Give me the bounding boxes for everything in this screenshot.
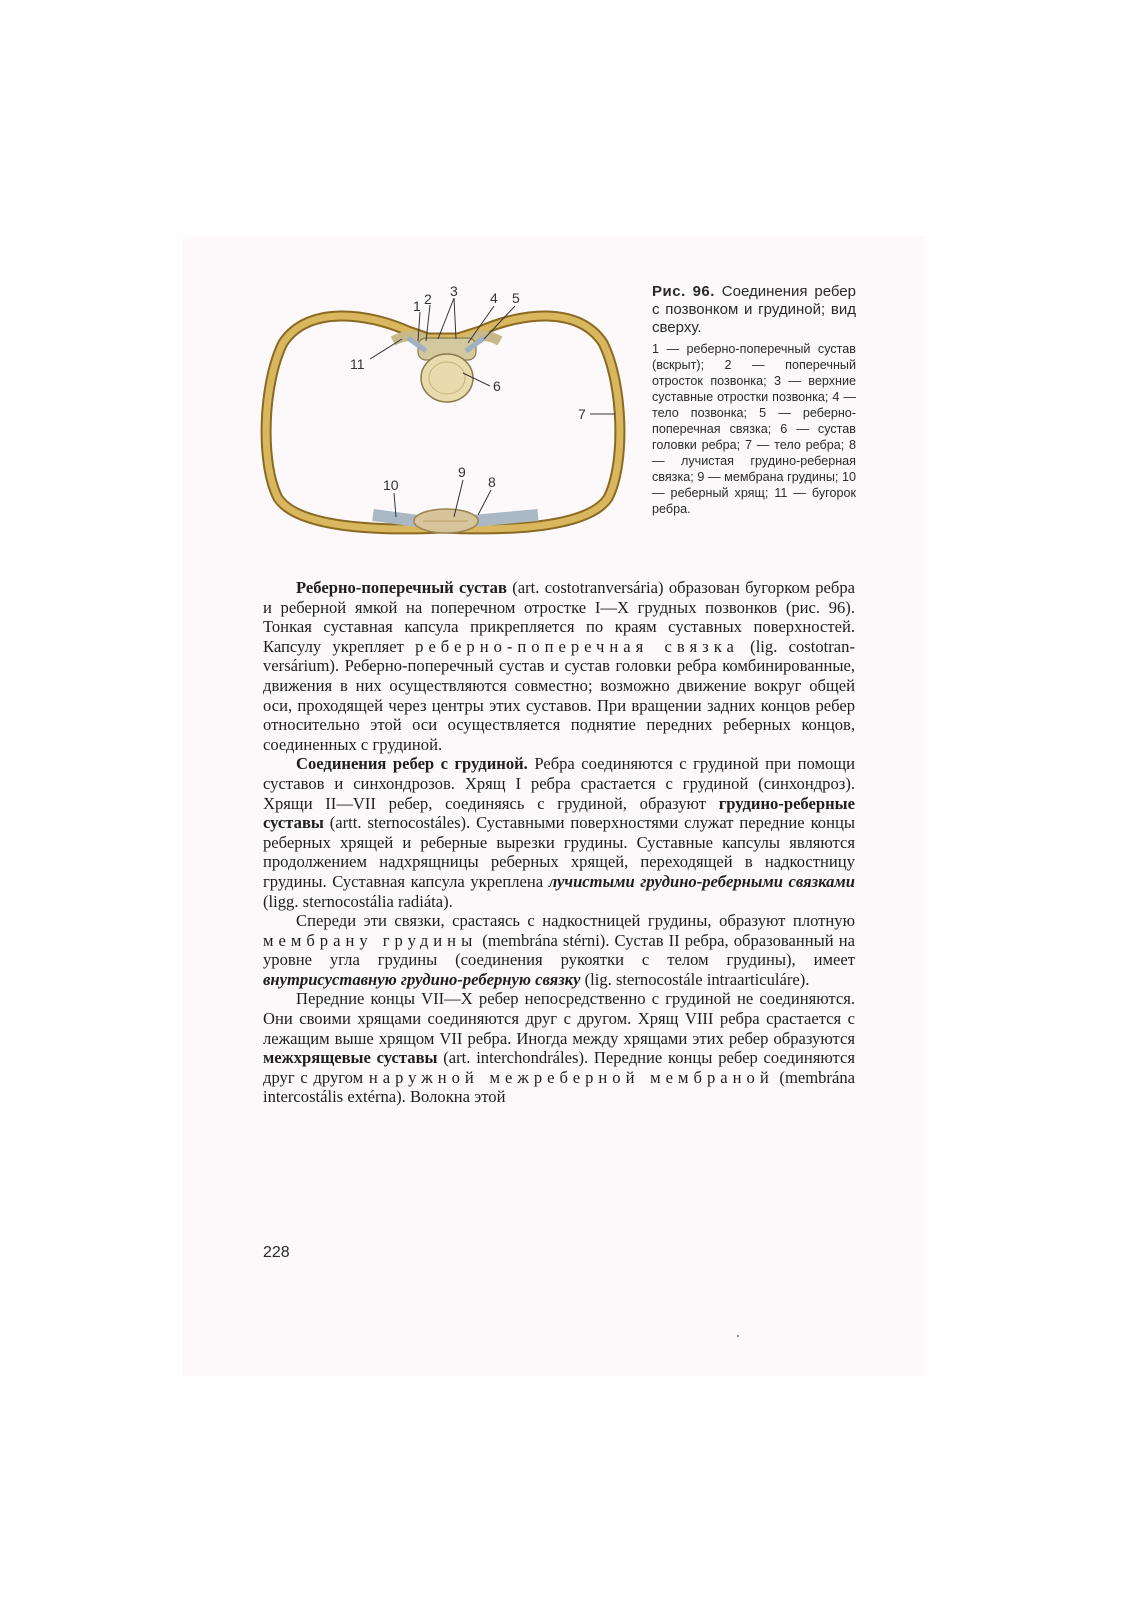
label-4: 4: [490, 290, 498, 306]
label-5: 5: [512, 290, 520, 306]
text-run: (membrána stérni). Сустав II ребра, образованный на уровне угла грудины (соединения рукоятки с телом грудины), имеет: [263, 930, 855, 970]
page-number: 228: [263, 1244, 290, 1261]
text-run: (lig. sternocostále intraarticuláre).: [580, 969, 810, 989]
caption-prefix: Рис.: [652, 283, 686, 300]
costal-cartilage-right: [473, 515, 538, 521]
rib-cage-illustration: [258, 283, 628, 553]
figure-caption: [652, 283, 856, 517]
body-text: [263, 578, 855, 1107]
text-run: (ligg. sternocostália radiáta).: [263, 891, 453, 911]
text-run: (artt. sternocostáles). Суставными поверхностями служат передние концы реберных хрящей и реберные вырезки грудины. Суставные капсулы являются продолжением надхрящницы реберных хрящей, переходящей в надкостницу грудины. Суставная капсула укреплена: [263, 813, 855, 891]
term-spaced: реберно-поперечная связка: [415, 636, 739, 656]
term-spaced: мембрану грудины: [263, 930, 478, 950]
text-run: Передние концы VII—X ребер непосредственно с грудиной не соединяются. Они своими хрящами соединяются друг с другом. Хрящ VIII ребра срастается с лежащим выше хрящом VII ребра. Иногда между хрящами этих ребер образуются: [263, 989, 855, 1048]
term-bold: Реберно-поперечный сустав: [296, 578, 507, 597]
label-9: 9: [458, 464, 466, 480]
label-10: 10: [383, 477, 399, 493]
text-run: (lig. costotranversárium). Реберно-поперечный сустав и сустав головки ребра комбинированные, движения в них осуществляются совместно; возможно движение вокруг общей оси, проходящей через центры этих суставов. При вращении задних концов ребер относительно этой оси осуществляется поднятие передних реберных концов, соединенных с грудиной.: [263, 636, 855, 754]
label-11: 11: [350, 356, 365, 372]
print-speck: [737, 1335, 739, 1337]
term-bold: грудино-реберные суставы: [263, 793, 855, 833]
term-spaced: наружной межреберной мембраной: [368, 1067, 774, 1087]
label-7: 7: [578, 406, 586, 422]
paragraph-1: [263, 578, 855, 754]
caption-legend: 1 — реберно-поперечный сустав (вскрыт); 2 — поперечный отросток позвонка; 3 — верхние суставные отростки позвонка; 4 — тело позвонка; 5 — реберно-поперечная связка; 6 — сустав головки ребра; 7 — тело ребра; 8 — лучистая грудино-реберная связка; 9 — мембрана грудины; 10 — реберный хрящ; 11 — бугорок ребра.: [652, 342, 856, 516]
paragraph-3: [263, 911, 855, 989]
label-3: 3: [450, 283, 458, 299]
label-2: 2: [424, 291, 432, 307]
paragraph-2: [263, 754, 855, 911]
label-1: 1: [413, 298, 421, 314]
caption-number: 96.: [692, 283, 715, 300]
term-italic: внутрисуставную грудино-реберную связку: [263, 969, 581, 989]
text-run: (membrána intercostális extérna). Волокна этой: [263, 1067, 855, 1107]
caption-title-text: Соединения ребер с позвонком и грудиной; вид сверху.: [652, 283, 856, 336]
label-8: 8: [488, 474, 496, 490]
term-bold: межхрящевые суставы: [263, 1048, 438, 1068]
caption-title: [652, 283, 856, 337]
paragraph-4: [263, 989, 855, 1107]
text-run: (art. costotranversária) образован бугорком ребра и реберной ямкой на поперечном отростке I—X грудных позвонков (рис. 96). Тонкая суставная капсула прикрепляется по краям суставных поверхностей. Капсулу укрепляет: [263, 578, 855, 656]
label-6: 6: [493, 378, 501, 394]
text-run: Ребра соединяются с грудиной при помощи суставов и синхондрозов. Хрящ I ребра срастается с грудиной (синхондроз). Хрящи II—VII ребер, соединяясь с грудиной, образуют: [263, 754, 855, 813]
text-run: Спереди эти связки, срастаясь с надкостницей грудины, образуют плотную: [296, 911, 855, 931]
section-heading: Соединения ребер с грудиной.: [296, 754, 528, 774]
text-run: (art. interchondráles). Передние концы ребер соединяются друг с другом: [263, 1048, 856, 1087]
term-italic: лучистыми грудино-реберными связками: [548, 871, 855, 891]
anatomical-figure: [258, 283, 628, 553]
